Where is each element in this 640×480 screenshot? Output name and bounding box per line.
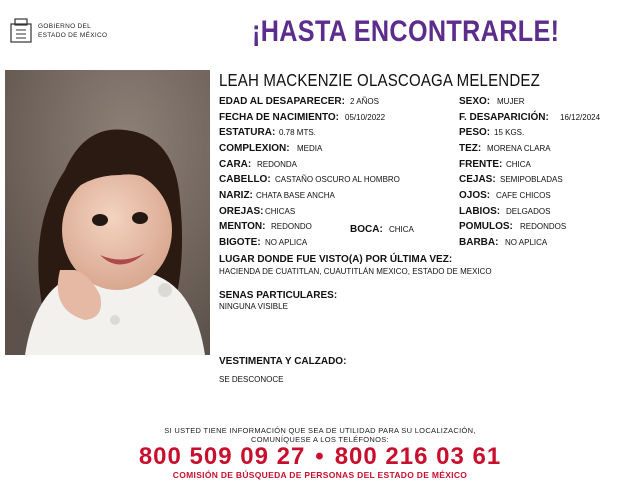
field-label: PESO: xyxy=(459,127,491,138)
field-label: COMPLEXION: xyxy=(219,143,290,154)
last-seen-value: HACIENDA DE CUATITLAN, CUAUTITLÁN MEXICO, ESTADO DE MEXICO xyxy=(219,267,492,276)
field-label: BARBA: xyxy=(459,237,499,248)
field-label: FECHA DE NACIMIENTO: xyxy=(219,112,339,123)
field-value: CASTAÑO OSCURO AL HOMBRO xyxy=(275,175,400,184)
field-label: BOCA: xyxy=(350,224,383,235)
field-value: NO APLICA xyxy=(265,238,308,247)
phone-number-1[interactable]: 800 509 09 27 xyxy=(138,443,306,470)
field-value: CHATA BASE ANCHA xyxy=(256,191,335,200)
missing-person-photo xyxy=(5,70,210,355)
field-value: REDONDA xyxy=(257,160,298,169)
field-label: EDAD AL DESAPARECER: xyxy=(219,96,345,107)
field-value: CHICA xyxy=(506,160,531,169)
phone-separator: • xyxy=(315,443,325,470)
commission-name: COMISIÓN DE BÚSQUEDA DE PERSONAS DEL ESTADO DE MÉXICO xyxy=(172,470,468,480)
clothing-label: VESTIMENTA Y CALZADO: xyxy=(219,356,347,367)
field-label: MENTON: xyxy=(219,221,266,232)
field-value: 15 KGS. xyxy=(494,128,525,137)
phone-numbers xyxy=(0,443,640,471)
field-value: REDONDOS xyxy=(520,222,567,231)
marks-value: NINGUNA VISIBLE xyxy=(219,302,288,311)
field-label: POMULOS: xyxy=(459,221,513,232)
field-value: NO APLICA xyxy=(505,238,548,247)
field-label: NARIZ: xyxy=(219,190,253,201)
field-label: OJOS: xyxy=(459,190,491,201)
field-value: DELGADOS xyxy=(506,207,551,216)
field-label: FRENTE: xyxy=(459,159,503,170)
field-label: TEZ: xyxy=(459,143,482,154)
field-value: 2 AÑOS xyxy=(350,97,379,106)
field-value: REDONDO xyxy=(271,222,312,231)
logo xyxy=(8,16,128,50)
contact-instructions-2: COMUNÍQUESE A LOS TELÉFONOS: xyxy=(251,435,389,444)
field-label: BIGOTE: xyxy=(219,237,261,248)
field-label: LABIOS: xyxy=(459,206,501,217)
field-value: SEMIPOBLADAS xyxy=(500,175,563,184)
field-value: CHICA xyxy=(389,225,414,234)
field-label: F. DESAPARICIÓN: xyxy=(459,112,549,123)
phone-number-2[interactable]: 800 216 03 61 xyxy=(334,443,502,470)
headline: ¡HASTA ENCONTRARLE! xyxy=(252,15,560,48)
field-value: CAFE CHICOS xyxy=(496,191,551,200)
field-label: SEXO: xyxy=(459,96,491,107)
clothing-value: SE DESCONOCE xyxy=(219,375,284,384)
state-emblem-icon xyxy=(8,16,34,46)
logo-line-1: GOBIERNO DEL xyxy=(38,23,92,30)
last-seen-label: LUGAR DONDE FUE VISTO(A) POR ÚLTIMA VEZ: xyxy=(219,254,453,265)
field-label: CEJAS: xyxy=(459,174,496,185)
field-label: CABELLO: xyxy=(219,174,271,185)
logo-line-2: ESTADO DE MÉXICO xyxy=(38,32,108,39)
field-value: 05/10/2022 xyxy=(345,113,386,122)
field-value: MUJER xyxy=(497,97,525,106)
person-name: LEAH MACKENZIE OLASCOAGA MELENDEZ xyxy=(219,70,540,90)
field-value: MEDIA xyxy=(297,144,323,153)
field-label: OREJAS: xyxy=(219,206,264,217)
field-value: 16/12/2024 xyxy=(560,113,601,122)
contact-instructions: SI USTED TIENE INFORMACIÓN QUE SEA DE UTILIDAD PARA SU LOCALIZACIÓN, xyxy=(164,426,476,435)
field-value: CHICAS xyxy=(265,207,296,216)
field-label: CARA: xyxy=(219,159,252,170)
field-value: 0.78 MTS. xyxy=(279,128,316,137)
field-label: ESTATURA: xyxy=(219,127,276,138)
field-value: MORENA CLARA xyxy=(487,144,551,153)
marks-label: SENAS PARTICULARES: xyxy=(219,290,338,301)
